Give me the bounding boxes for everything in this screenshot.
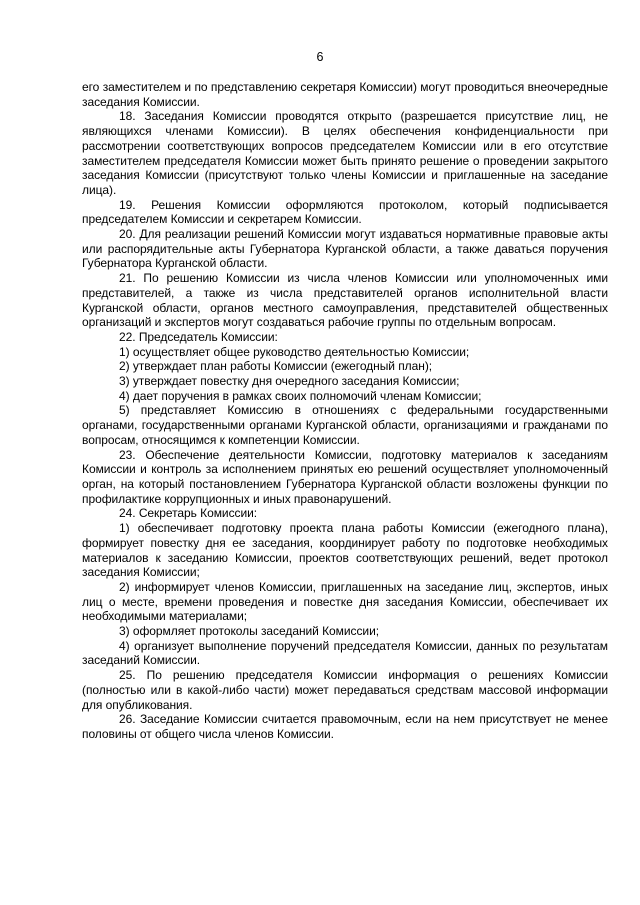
paragraph: 5) представляет Комиссию в отношениях с федеральными государственными органами, государственными органами Курганской области, организациями и гражданами по вопросам, относящимся к компетенции Комиссии. [82, 403, 608, 447]
paragraph: 3) оформляет протоколы заседаний Комиссии; [119, 624, 380, 639]
paragraph: 19. Решения Комиссии оформляются протоколом, который подписывается председателем Комиссии и секретарем Комиссии. [82, 197, 608, 227]
paragraph: 1) обеспечивает подготовку проекта плана работы Комиссии (ежегодного плана), формирует повестку дня ее заседания, координирует работу по подготовке необходимых материалов к заседанию Комиссии, проектов соответствующих решений, ведет протокол заседания Комиссии; [82, 521, 608, 580]
paragraph: 22. Председатель Комиссии: [119, 329, 278, 344]
paragraph: 2) информирует членов Комиссии, приглашенных на заседание лиц, экспертов, иных лиц о месте, времени проведения и повестке дня заседания Комиссии, обеспечивает их необходимыми материалами; [82, 579, 608, 624]
page-number: 6 [316, 50, 324, 64]
paragraph: 4) дает поручения в рамках своих полномочий членам Комиссии; [119, 388, 482, 403]
paragraph: его заместителем и по представлению секретаря Комиссии) могут проводиться внеочередные заседания Комиссии. [82, 80, 608, 109]
paragraph: 18. Заседания Комиссии проводятся открыто (разрешается присутствие лиц, не являющихся членами Комиссии). В целях обеспечения конфиденциальности при рассмотрении соответствующих вопросов председателем Комиссии или в его отсутствие заместителем председателя Комиссии может быть принято решение о проведении закрытого заседания Комиссии (присутствуют только члены Комиссии и приглашенные на заседание лица). [82, 109, 608, 197]
paragraph: 21. По решению Комиссии из числа членов Комиссии или уполномоченных ими представителей, а также из числа представителей органов исполнительной власти Курганской области, органов местного самоуправления, представителей общественных организаций и экспертов могут создаваться рабочие группы по отдельным вопросам. [82, 271, 608, 330]
document-body [82, 80, 608, 742]
paragraph: 23. Обеспечение деятельности Комиссии, подготовку материалов к заседаниям Комиссии и контроль за исполнением принятых ею решений осуществляет уполномоченный орган, на который постановлением Губернатора Курганской области возложены функции по профилактике коррупционных и иных правонарушений. [82, 447, 608, 506]
paragraph: 25. По решению председателя Комиссии информация о решениях Комиссии (полностью или в какой-либо части) может передаваться средствам массовой информации для опубликования. [82, 668, 608, 712]
paragraph: 3) утверждает повестку дня очередного заседания Комиссии; [119, 374, 460, 389]
paragraph: 2) утверждает план работы Комиссии (ежегодный план); [119, 359, 433, 374]
paragraph: 4) организует выполнение поручений председателя Комиссии, данных по результатам заседаний Комиссии. [82, 638, 608, 668]
paragraph: 24. Секретарь Комиссии: [119, 506, 258, 521]
paragraph: 1) осуществляет общее руководство деятельностью Комиссии; [119, 344, 470, 359]
paragraph: 26. Заседание Комиссии считается правомочным, если на нем присутствует не менее половины от общего числа членов Комиссии. [82, 712, 608, 741]
paragraph: 20. Для реализации решений Комиссии могут издаваться нормативные правовые акты или распорядительные акты Губернатора Курганской области, а также даваться поручения Губернатора Курганской области. [82, 227, 608, 271]
